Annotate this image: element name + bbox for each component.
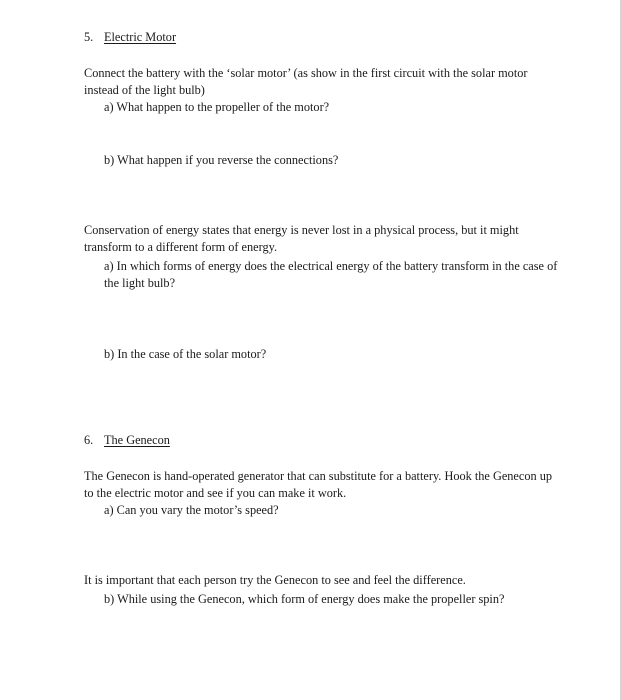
section-6-intro-line-1: The Genecon is hand-operated generator that can substitute for a battery. Hook the Genecon up [84, 469, 553, 483]
conservation-line-1: Conservation of energy states that energy is never lost in a physical process, but it might [84, 223, 519, 237]
section-6-intro-line-2: to the electric motor and see if you can make it work. [84, 486, 347, 500]
section-5-title: Electric Motor [104, 30, 177, 44]
section-5-intro-line-1: Connect the battery with the ‘solar motor’ (as show in the first circuit with the solar motor [84, 66, 528, 80]
conservation-question-b: b) In the case of the solar motor? [104, 347, 267, 361]
section-5-intro-line-2: instead of the light bulb) [84, 83, 205, 97]
section-6-title: The Genecon [104, 433, 170, 447]
section-6-question-a: a) Can you vary the motor’s speed? [104, 503, 279, 517]
section-5-question-b: b) What happen if you reverse the connections? [104, 153, 339, 167]
section-6-number: 6. [84, 433, 94, 447]
conservation-question-a-line-1: a) In which forms of energy does the electrical energy of the battery transform in the case of [104, 259, 558, 273]
section-6-question-b: b) While using the Genecon, which form of energy does make the propeller spin? [104, 592, 505, 606]
conservation-question-a-line-2: the light bulb? [104, 276, 176, 290]
section-5-question-a: a) What happen to the propeller of the motor? [104, 100, 330, 114]
section-6-note: It is important that each person try the Genecon to see and feel the difference. [84, 573, 466, 587]
conservation-line-2: transform to a different form of energy. [84, 240, 278, 254]
section-5-number: 5. [84, 30, 94, 44]
